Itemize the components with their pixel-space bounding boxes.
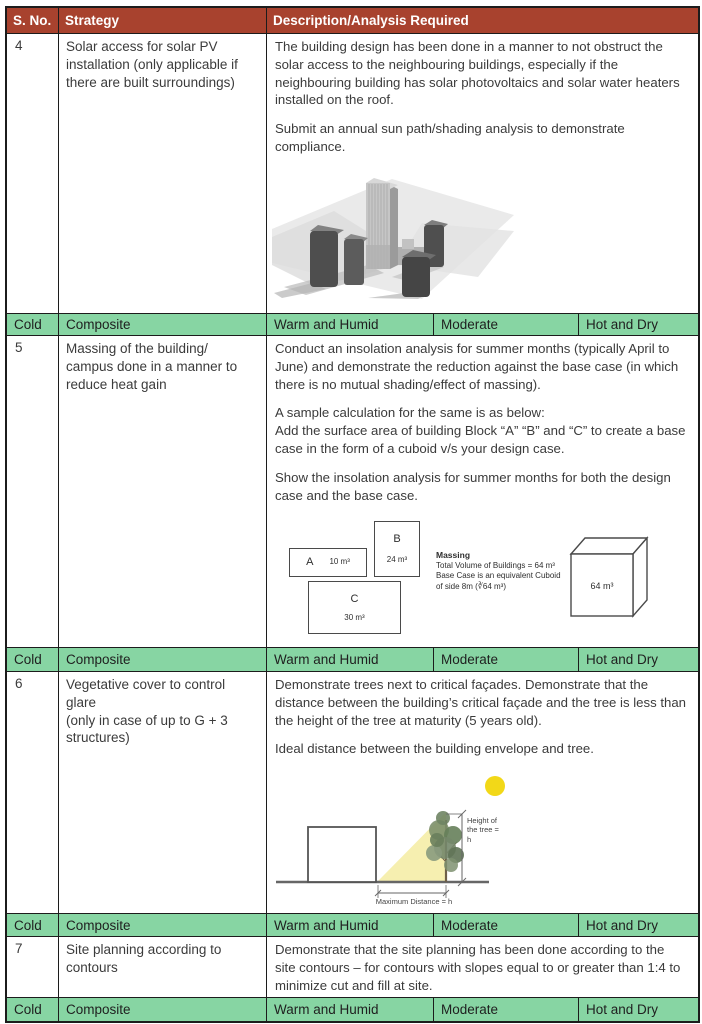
massing-note-line1: Total Volume of Buildings = 64 m³	[436, 561, 555, 571]
row4-paragraph-1: The building design has been done in a manner to not obstruct the solar access to the neighbouring buildings, especially if the neighbouring building has solar photovoltaics and solar water heaters installed on the roof.	[275, 39, 680, 108]
climate-row1-moderate	[434, 314, 579, 336]
row5-number	[7, 336, 59, 648]
row5-paragraph-2a: A sample calculation for the same is as below:	[275, 405, 545, 421]
climate-label: Warm and Humid	[274, 917, 379, 933]
block-c	[308, 581, 401, 634]
row5-description	[267, 336, 698, 648]
climate-row4-warm-humid	[267, 998, 434, 1021]
header-strategy-label: Strategy	[65, 13, 120, 28]
block-a-label: A	[306, 556, 314, 569]
climate-label: Cold	[14, 652, 42, 667]
climate-row3-hot-dry	[579, 914, 698, 937]
row4-strategy-text: Solar access for solar PV installation (only applicable if there are built surroundings)	[66, 39, 238, 90]
max-distance-label: Maximum Distance = h	[375, 897, 453, 906]
header-sno	[7, 8, 59, 34]
climate-label: Warm and Humid	[274, 317, 379, 332]
row4-paragraph-2: Submit an annual sun path/shading analysis to demonstrate compliance.	[275, 121, 625, 155]
row6-number-text: 6	[15, 676, 23, 691]
climate-row1-composite	[59, 314, 267, 336]
tree-distance-diagram	[267, 770, 697, 912]
climate-row2-warm-humid	[267, 648, 434, 672]
climate-label: Hot and Dry	[586, 1002, 659, 1017]
row6-paragraph-1: Demonstrate trees next to critical façades. Demonstrate that the distance between the building’s critical façade and the tree is less than the height of the tree at maturity (5 years old).	[275, 677, 687, 728]
climate-label: Composite	[66, 917, 131, 933]
block-c-label: C	[350, 592, 359, 605]
row5-paragraph-2b: Add the surface area of building Block “A” “B” and “C” to create a base case in the form of a cuboid v/s your design case.	[275, 423, 686, 457]
row6-strategy-line2: (only in case of up to G + 3 structures)	[66, 712, 228, 746]
climate-row1-hot-dry	[579, 314, 698, 336]
climate-label: Moderate	[441, 1002, 499, 1017]
climate-row1-warm-humid	[267, 314, 434, 336]
row6-number	[7, 672, 59, 914]
climate-row3-cold	[7, 914, 59, 937]
row6-description	[267, 672, 698, 914]
climate-row2-composite	[59, 648, 267, 672]
row5-strategy	[59, 336, 267, 648]
climate-label: Warm and Humid	[274, 1002, 379, 1017]
tree-height-label: Height of the tree = h	[467, 816, 499, 844]
climate-label: Moderate	[441, 917, 499, 933]
row7-strategy	[59, 937, 267, 998]
sun-icon	[485, 776, 505, 796]
row5-paragraph-3: Show the insolation analysis for summer months for both the design case and the base case.	[275, 469, 671, 503]
row7-number-text: 7	[15, 941, 23, 956]
strategy-table	[5, 6, 700, 1023]
climate-label: Composite	[66, 317, 131, 332]
row7-paragraph-1: Demonstrate that the site planning has been done according to the site contours – for contours with slopes equal to or greater than 1:4 to minimize cut and fill at site.	[275, 942, 681, 993]
massing-note-line3: of side 8m (∛64 m³)	[436, 581, 507, 591]
row4-number	[7, 34, 59, 314]
header-description-label: Description/Analysis Required	[273, 13, 469, 28]
block-b-volume: 24 m³	[386, 555, 408, 565]
massing-note-line2: Base Case is an equivalent Cuboid	[436, 571, 561, 581]
base-case-cube	[567, 534, 653, 620]
row5-number-text: 5	[15, 340, 23, 355]
row5-strategy-line2: campus done in a manner to reduce heat gain	[66, 358, 238, 392]
header-sno-label: S. No.	[13, 13, 52, 28]
climate-row3-composite	[59, 914, 267, 937]
climate-label: Hot and Dry	[586, 317, 659, 332]
climate-label: Hot and Dry	[586, 917, 659, 933]
climate-row4-moderate	[434, 998, 579, 1021]
row4-number-text: 4	[15, 38, 23, 53]
row6-strategy	[59, 672, 267, 914]
row5-strategy-line1: Massing of the building/	[66, 341, 208, 356]
block-c-volume: 30 m³	[344, 612, 365, 622]
row4-strategy	[59, 34, 267, 314]
climate-label: Composite	[66, 652, 131, 667]
climate-label: Hot and Dry	[586, 652, 659, 667]
block-b	[374, 521, 420, 577]
climate-label: Moderate	[441, 317, 499, 332]
solar-access-render	[272, 165, 514, 299]
massing-diagram	[267, 510, 697, 646]
climate-row4-hot-dry	[579, 998, 698, 1021]
massing-note	[436, 550, 568, 592]
climate-row3-warm-humid	[267, 914, 434, 937]
climate-label: Cold	[14, 1002, 42, 1017]
row4-description	[267, 34, 698, 314]
row7-strategy-text: Site planning according to contours	[66, 942, 222, 975]
row7-number	[7, 937, 59, 998]
massing-note-title: Massing	[436, 550, 471, 560]
buildings-3d-render-image	[272, 165, 514, 299]
row6-strategy-line1: Vegetative cover to control glare	[66, 677, 226, 710]
climate-row4-composite	[59, 998, 267, 1021]
block-a-volume: 10 m³	[329, 557, 350, 567]
header-description	[267, 8, 698, 34]
cube-volume-label: 64 m³	[590, 581, 614, 591]
building-outline	[308, 827, 376, 882]
header-strategy	[59, 8, 267, 34]
climate-row2-moderate	[434, 648, 579, 672]
climate-label: Cold	[14, 317, 42, 332]
climate-label: Cold	[14, 917, 42, 933]
climate-label: Composite	[66, 1002, 131, 1017]
climate-row3-moderate	[434, 914, 579, 937]
climate-row1-cold	[7, 314, 59, 336]
row6-paragraph-2: Ideal distance between the building envelope and tree.	[275, 741, 594, 757]
block-b-label: B	[393, 533, 401, 546]
climate-row4-cold	[7, 998, 59, 1021]
row7-description	[267, 937, 698, 998]
climate-row2-hot-dry	[579, 648, 698, 672]
climate-label: Warm and Humid	[274, 652, 379, 667]
climate-row2-cold	[7, 648, 59, 672]
row5-paragraph-1: Conduct an insolation analysis for summer months (typically April to June) and demonstrate the reduction against the base case (in which there is no mutual shading/effect of massing).	[275, 341, 679, 392]
climate-label: Moderate	[441, 652, 499, 667]
block-a	[289, 548, 367, 577]
